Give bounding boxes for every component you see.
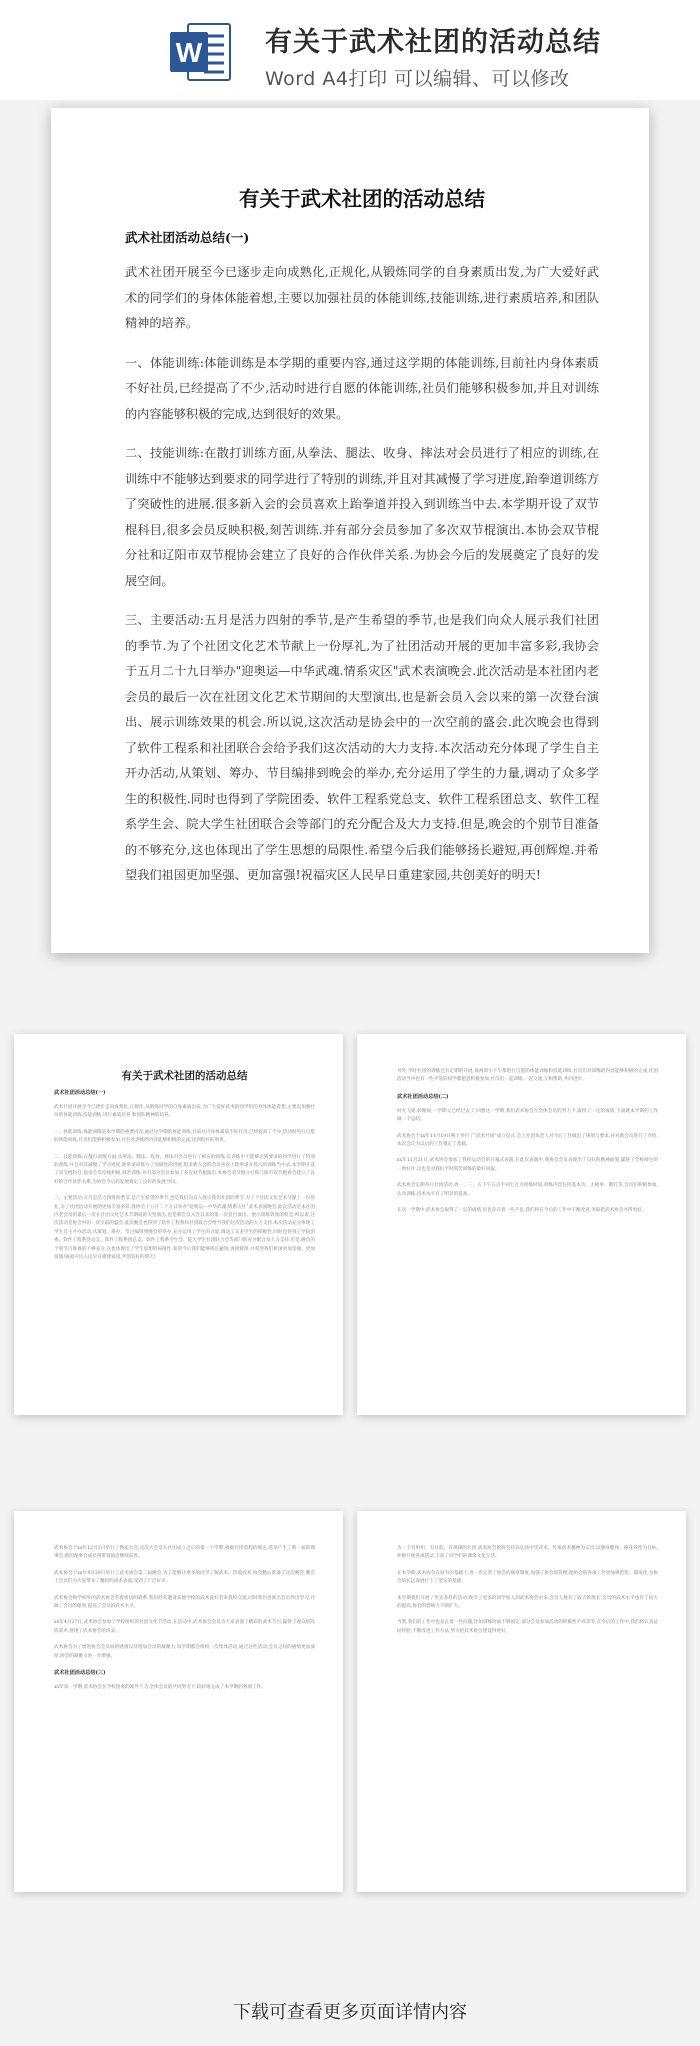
document-page-preview — [51, 108, 649, 953]
page-thumbnail-4 — [357, 1511, 686, 1892]
document-paragraph: 三、主要活动:五月是活力四射的季节,是产生希望的季节,也是我们向众人展示我们社团的季节.为了个社团文化艺术节献上一份厚礼,为了社团活动开展的更加丰富多彩,我协会于五月二十九日举办"迎奥运—中华武魂.情系灾区"武术表演晚会.此次活动是本社团内老会员的最后一次在社团文化艺术节期间的大型演出,也是新会员入会以来的第一次登台演出、展示训练效果的机会.所以说,这次活动是协会中的一次空前的盛会.此次晚会也得到了软件工程系和社团联合会给予我们这次活动的大力支持.本次活动充分体现了学生自主开办活动,从策划、筹办、节目编排到晚会的举办,充分运用了学生的力量,调动了众多学生的积极性.同时也得到了学院团委、软件工程系党总支、软件工程系团总支、软件工程系学生会、院大学生社团联合会等部门的充分配合及大力支持.但是,晚会的个别节目准备的不够充分,这也体现出了学生思想的局限性.希望今后我们能够扬长避短,再创辉煌.并希望我们祖国更加坚强、更加富强!祝福灾区人民早日重建家园,共创美好的明天! — [125, 613, 599, 882]
thumbnail-paragraph: 在这一学期中,武术协会取得了一定的成绩,但也存在着一些不足,我们将在今后的工作中不断改进,争取把武术协会办得更好。 — [397, 1208, 647, 1214]
document-subtitle: 武术社团活动总结(一) — [125, 230, 250, 245]
thumbnail-subtitle: 武术社团活动总结(三) — [54, 1670, 106, 1677]
thumbnail-paragraph: 武术协会于xx年12月3日举行了换届大会,这次大会是在社团成立之后的第一个学期,根据社团章程的规定,选举产生了新一届的理事会,新的理事会成员将带领协会继续前进。 — [54, 1546, 315, 1560]
thumbnail-subtitle: 武术社团活动总结(一) — [54, 1090, 106, 1096]
thumbnail-paragraph: 当然,我们的工作中也存在着一些问题,比如训练时间不够固定,部分会员参加活动的积极性不高等等,在今后的工作中,我们将认真总结经验,不断改进工作方法,努力把武术协会建设得更好。 — [397, 1620, 658, 1634]
document-title: 有关于武术社团的活动总结 — [239, 187, 485, 211]
thumbnail-paragraph: 三、主要活动:五月是活力四射的季节,是产生希望的季节,也是我们向众人展示我们社团的季节.为了个社团文化艺术节献上一份厚礼,为了社团活动开展的更加丰富多彩,我协会于五月二十九日举办"迎奥运—中华武魂.情系灾区"武术表演晚会.此次活动是本社团内老会员的最后一次在社团文化艺术节期间的大型演出,也是新会员入会以来的第一次登台演出、展示训练效果的机会.所以说,这次活动是协会中的一次空前的盛会.此次晚会也得到了软件工程系和社团联合会给予我们这次活动的大力支持.本次活动充分体现了学生自主开办活动,从策划、筹办、节目编排到晚会的举办,充分运用了学生的力量,调动了众多学生的积极性.同时也得到了学院团委、软件工程系党总支、软件工程系团总支、软件工程系学生会、院大学生社团联合会等部门的充分配合及大力支持.但是,晚会的个别节目准备的不够充分,这也体现出了学生思想的局限性.希望今后我们能够扬长避短,再创辉煌.并希望我们祖国更加坚强、更加富强!祝福灾区人民早日重建家园,共创美好的明天! — [54, 1196, 315, 1261]
thumbnail-paragraph: 武术协会和学校外的武术协会有着密切的联系,我们经常邀请其他学校的武术爱好者来我校交流,同时我们也派出会员外出学习,开阔了会员的眼界,提高了会员的武术水平。 — [54, 1595, 315, 1610]
thumbnail-paragraph: xx年4月27日,武术协会参加了学校组织的社团文化节活动,在活动中,武术协会会员为大家表演了精彩的武术节目,赢得了观众的阵阵掌声,展现了武术协会的风采。 — [54, 1620, 315, 1634]
header-subtitle: Word A4打印 可以编辑、可以修改 — [265, 68, 570, 90]
thumbnail-paragraph: xx年11月21日,武术协会参加了我校运动会的开幕式表演,在此次表演中,我协会会员表现出了良好的精神面貌,赢得了全校师生的一致好评,这也是对我们平时刻苦训练的最好回报。 — [397, 1158, 658, 1172]
word-document-icon — [170, 20, 232, 84]
thumbnail-subtitle: 武术社团活动总结(二) — [397, 1093, 449, 1100]
document-paragraph: 二、技能训练:在散打训练方面,从拳法、腿法、收身、摔法对会员进行了相应的训练,在训练中不能够达到要求的同学进行了特别的训练,并且对其减慢了学习进度,跆拳道训练方了突破性的进展.很多新入会的会员喜欢上跆拳道并投入到训练当中去.本学期开设了双节棍科目,很多会员反映积极,刻苦训练.并有部分会员参加了多次双节棍演出.本协会双节棍分社和辽阳市双节棍协会建立了良好的合作伙伴关系.为协会今后的发展奠定了良好的发展空间。 — [125, 446, 599, 588]
thumbnail-paragraph: 本学期我们开展了形式多样的活动,吸引了更多的同学加入到武术协会中来,会员人数有了较大的增长,会员的武术水平也有了较大的提高,协会的影响力不断扩大。 — [397, 1595, 658, 1610]
thumbnail-paragraph: 在本学期,武术协会在原有的基础上,进一步完善了协会的规章制度,加强了协会的管理,使协会的各项工作更加规范化、制度化,为协会的长远发展打下了坚实的基础。 — [397, 1570, 658, 1585]
document-paragraph: 一、体能训练:体能训练是本学期的重要内容,通过这学期的体能训练,目前社内身体素质不好社员,已经提高了不少,活动时进行自愿的体能训练,社员们能够积极参加,并且对训练的内容能够积极的完成,达到很好的效果。 — [125, 355, 599, 421]
thumbnail-paragraph: 武术协会为了增进协会会员间的感情以及增加会员的凝聚力,每学期都会组织一次集体活动,通过这些活动,会员之间的感情更加深厚,协会的凝聚力进一步增强。 — [54, 1645, 315, 1659]
header — [0, 0, 700, 100]
thumbnail-paragraph: 另外,平时社团的训练还有定期的开展,每两周小下午都进行自愿的体能训练和技能训练,社员们对训练的内容能够积极的完成,社团活动当中也有一些平常的同学都愿意积极参加,社员们一起训练,一起交流,互相帮助,共同进步。 — [397, 1069, 658, 1083]
download-more-pages-link[interactable]: 下载可查看更多页面详情内容 — [233, 2002, 467, 2023]
document-paragraph: 武术社团开展至今已逐步走向成熟化,正规化,从锻炼同学的自身素质出发,为广大爱好武术的同学们的身体体能着想,主要以加强社员的体能训练,技能训练,进行素质培养,和团队精神的培养。 — [125, 265, 599, 330]
word-icon-letter: W — [175, 37, 203, 68]
thumbnail-paragraph: 武术协会定期举行社团活动,周一、三、五下午五点半到七点为训练时间,训练内容包括基本功、太极拳、散打等,会员们积极参加,认真训练,技术水平有了明显的提高。 — [397, 1183, 658, 1197]
thumbnail-paragraph: 为一个有组织、有目的、有规律的社团,武术协会始终坚持以弘扬中华武术、传承武术精神为宗旨,以强身健体、修身养性为目标,积极开展各项活动,丰富了同学们的课余文化生活。 — [397, 1546, 658, 1560]
page-thumbnail-1 — [14, 1034, 343, 1415]
thumbnail-paragraph: 武术社团开展至今已逐步走向成熟化,正规化,从锻炼同学的自身素质出发,为广大爱好武术的同学们的身体体能着想,主要以加强社员的体能训练,技能训练,进行素质培养,和团队精神的培养。 — [54, 1105, 315, 1119]
thumbnail-title: 有关于武术社团的活动总结 — [121, 1070, 248, 1082]
thumbnail-paragraph: 一、体能训练:体能训练是本学期的重要内容,通过这学期的体能训练,目前社内身体素质不好社员,已经提高了不少,活动时进行自愿的体能训练,社员们能够积极参加,并且对训练的内容能够积极的完成,达到很好的效果。 — [54, 1129, 315, 1144]
header-title: 有关于武术社团的活动总结 — [265, 27, 601, 58]
thumbnail-paragraph: 二、技能训练:在散打训练方面,从拳法、腿法、收身、摔法对会员进行了相应的训练,在训练中不能够达到要求的同学进行了特别的训练,并且对其减慢了学习进度,跆拳道训练方了突破性的进展.很多新入会的会员喜欢上跆拳道并投入到训练当中去.本学期开设了双节棍科目,很多会员反映积极,刻苦训练.并有部分会员参加了多次双节棍演出.本协会双节棍分社和辽阳市双节棍协会建立了良好的合作伙伴关系.为协会今后的发展奠定了良好的发展空间。 — [54, 1154, 315, 1185]
thumbnail-paragraph: 武术协会于xx年4月29日举行了武术协会第二届晚会,为了能够让更多的同学了解武术、热爱武术,协会精心准备了这次晚会,晚会上会员们为大家带来了精彩的武术表演,受到了广泛好评。 — [54, 1570, 315, 1585]
thumbnail-paragraph: 时光飞逝,转眼间,一学期又已经过去了,回想这一学期,我们武术协会在全体会员的努力下,取得了一定的成绩,下面就本学期的工作做一个总结。 — [397, 1108, 658, 1123]
thumbnail-paragraph: xx年第一学期,武术协会在学校团委的领导下,在全体会员的共同努力下,较好地完成了本学期的各项工作。 — [54, 1685, 266, 1691]
thumbnail-paragraph: 武术协会于xx年11月19日晚上举行了"武术社团"成立仪式,会上社团负责人对今后工作做出了规划与要求,并对新会员进行了介绍,本次会议为以后的工作奠定了基础。 — [397, 1133, 658, 1148]
page-thumbnail-3 — [14, 1511, 343, 1892]
page-thumbnail-2 — [357, 1034, 686, 1415]
